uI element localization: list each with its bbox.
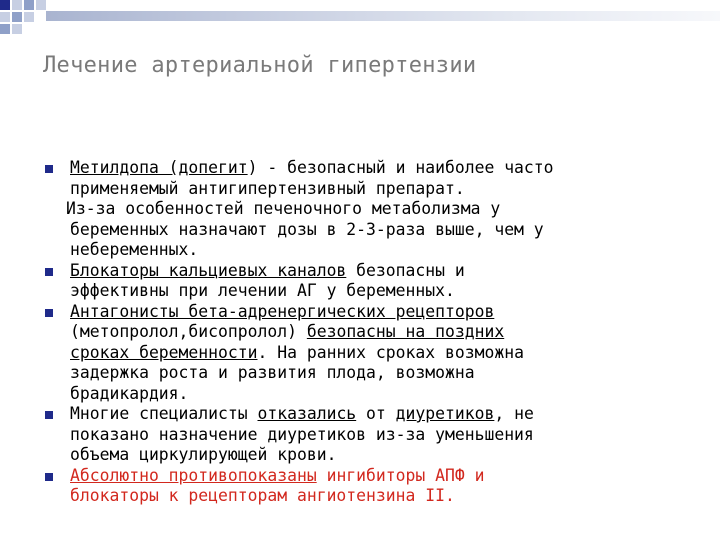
drug-class: Антагонисты бета-адренергических рецепторов [70, 301, 495, 321]
decor-square [24, 0, 34, 10]
square-bullet-icon [45, 411, 53, 419]
list-item: Блокаторы кальциевых каналов безопасны и эффективны при лечении АГ у беременных. [0, 261, 680, 302]
list-item: Многие специалисты отказались от диуретиков, не показано назначение диуретиков из-за уменьшения объема циркулирующей крови. [0, 404, 680, 466]
square-bullet-icon [45, 165, 53, 173]
list-item: Антагонисты бета-адренергических рецепторов (метопролол,бисопролол) безопасны на поздних сроках беременности. На ранних сроках возможна задержка роста и развития плода, возможна брадикардия. [0, 302, 680, 405]
contraindication-label: Абсолютно противопоказаны [70, 465, 317, 485]
decor-square [24, 12, 34, 22]
drug-class: Блокаторы кальциевых каналов [70, 260, 347, 280]
square-bullet-icon [45, 473, 53, 481]
square-bullet-icon [45, 309, 53, 317]
decor-square [12, 12, 22, 22]
decor-square [0, 0, 10, 10]
drug-name: Метилдопа (допегит [70, 158, 248, 177]
decor-square [12, 24, 22, 34]
header-gradient-band [46, 11, 720, 21]
decor-square [0, 12, 10, 22]
square-bullet-icon [45, 268, 53, 276]
list-item: Метилдопа (допегит) - безопасный и наиболее часто применяемый антигипертензивный препарат. Из-за особенностей печеночного метаболизма у беременных назначают дозы в 2-3-раза выше, чем у небеременных. [0, 158, 680, 261]
list-item-warning: Абсолютно противопоказаны ингибиторы АПФ и блокаторы к рецепторам ангиотензина II. [0, 466, 680, 507]
decor-square [0, 24, 10, 34]
bullet-list [0, 158, 720, 507]
slide-title: Лечение артериальной гипертензии [43, 53, 477, 78]
decor-square [12, 0, 22, 10]
decor-square [36, 0, 46, 10]
